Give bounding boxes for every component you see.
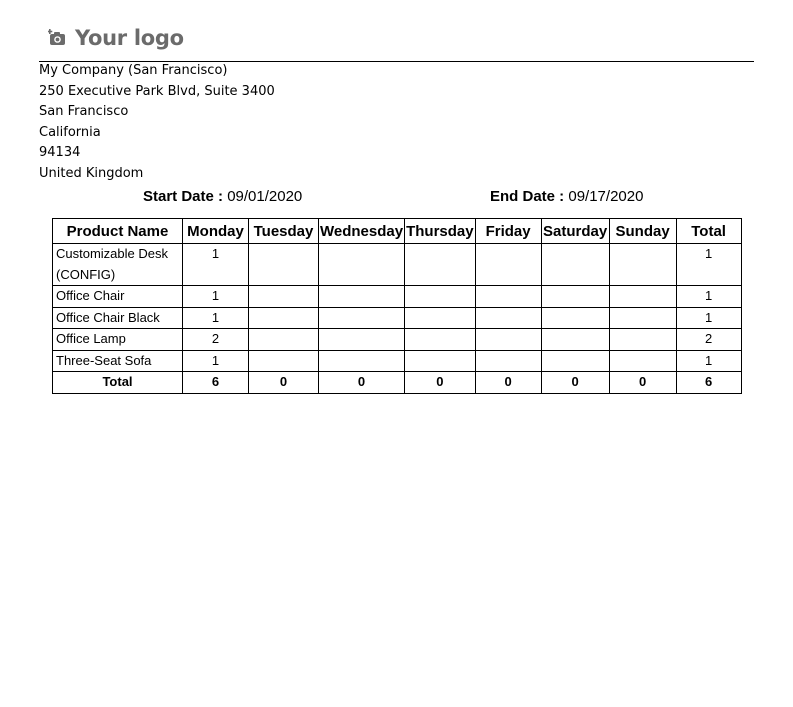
wednesday-cell (319, 286, 405, 308)
wednesday-cell (319, 329, 405, 351)
start-date-label: Start Date : (143, 188, 224, 205)
monday-cell: 1 (183, 307, 249, 329)
friday-cell (475, 307, 541, 329)
tuesday-total: 0 (249, 372, 319, 394)
thursday-cell (405, 307, 476, 329)
product-name-cell: Customizable Desk (CONFIG) (53, 244, 183, 286)
end-date-label: End Date : (490, 188, 565, 205)
company-logo (48, 24, 184, 52)
tuesday-cell (249, 350, 319, 372)
header-product-name: Product Name (53, 219, 183, 244)
wednesday-cell (319, 307, 405, 329)
saturday-cell (541, 350, 609, 372)
start-date-value: 09/01/2020 (227, 188, 303, 205)
camera-plus-icon (48, 28, 68, 48)
weekly-sales-table (52, 218, 742, 394)
row-total-cell: 1 (676, 350, 741, 372)
thursday-cell (405, 329, 476, 351)
wednesday-cell (319, 350, 405, 372)
product-name-cell: Office Chair Black (53, 307, 183, 329)
company-city: San Francisco (39, 104, 129, 120)
monday-total: 6 (183, 372, 249, 394)
table-row (53, 307, 742, 329)
table-row (53, 329, 742, 351)
totals-label: Total (53, 372, 183, 394)
thursday-cell (405, 244, 476, 286)
thursday-cell (405, 286, 476, 308)
table-row (53, 286, 742, 308)
sunday-cell (609, 244, 676, 286)
tuesday-cell (249, 286, 319, 308)
product-name-cell: Three-Seat Sofa (53, 350, 183, 372)
monday-cell: 1 (183, 286, 249, 308)
header-sunday: Sunday (609, 219, 676, 244)
monday-cell: 2 (183, 329, 249, 351)
row-total-cell: 1 (676, 307, 741, 329)
company-zip: 94134 (39, 145, 81, 161)
wednesday-cell (319, 244, 405, 286)
company-street: 250 Executive Park Blvd, Suite 3400 (39, 83, 275, 99)
sunday-cell (609, 307, 676, 329)
saturday-cell (541, 307, 609, 329)
monday-cell: 1 (183, 244, 249, 286)
company-address (39, 61, 275, 185)
row-total-cell: 1 (676, 286, 741, 308)
header-saturday: Saturday (541, 219, 609, 244)
header-total: Total (676, 219, 741, 244)
sunday-cell (609, 286, 676, 308)
tuesday-cell (249, 307, 319, 329)
product-name-cell: Office Lamp (53, 329, 183, 351)
saturday-cell (541, 329, 609, 351)
end-date (490, 188, 643, 205)
company-state: California (39, 124, 101, 140)
saturday-cell (541, 244, 609, 286)
table-header-row (53, 219, 742, 244)
row-total-cell: 2 (676, 329, 741, 351)
friday-cell (475, 244, 541, 286)
friday-cell (475, 329, 541, 351)
friday-cell (475, 350, 541, 372)
sunday-cell (609, 350, 676, 372)
monday-cell: 1 (183, 350, 249, 372)
grand-total: 6 (676, 372, 741, 394)
product-name-cell: Office Chair (53, 286, 183, 308)
header-monday: Monday (183, 219, 249, 244)
saturday-total: 0 (541, 372, 609, 394)
table-row (53, 350, 742, 372)
totals-row (53, 372, 742, 394)
header-thursday: Thursday (405, 219, 476, 244)
wednesday-total: 0 (319, 372, 405, 394)
logo-text: Your logo (75, 26, 184, 50)
company-name: My Company (San Francisco) (39, 63, 228, 78)
sunday-cell (609, 329, 676, 351)
saturday-cell (541, 286, 609, 308)
thursday-total: 0 (405, 372, 476, 394)
header-wednesday: Wednesday (319, 219, 405, 244)
end-date-value: 09/17/2020 (568, 188, 644, 205)
thursday-cell (405, 350, 476, 372)
friday-total: 0 (475, 372, 541, 394)
tuesday-cell (249, 244, 319, 286)
header-friday: Friday (475, 219, 541, 244)
sunday-total: 0 (609, 372, 676, 394)
row-total-cell: 1 (676, 244, 741, 286)
header-tuesday: Tuesday (249, 219, 319, 244)
friday-cell (475, 286, 541, 308)
company-country: United Kingdom (39, 165, 144, 181)
table-row (53, 244, 742, 286)
start-date (143, 188, 302, 205)
tuesday-cell (249, 329, 319, 351)
